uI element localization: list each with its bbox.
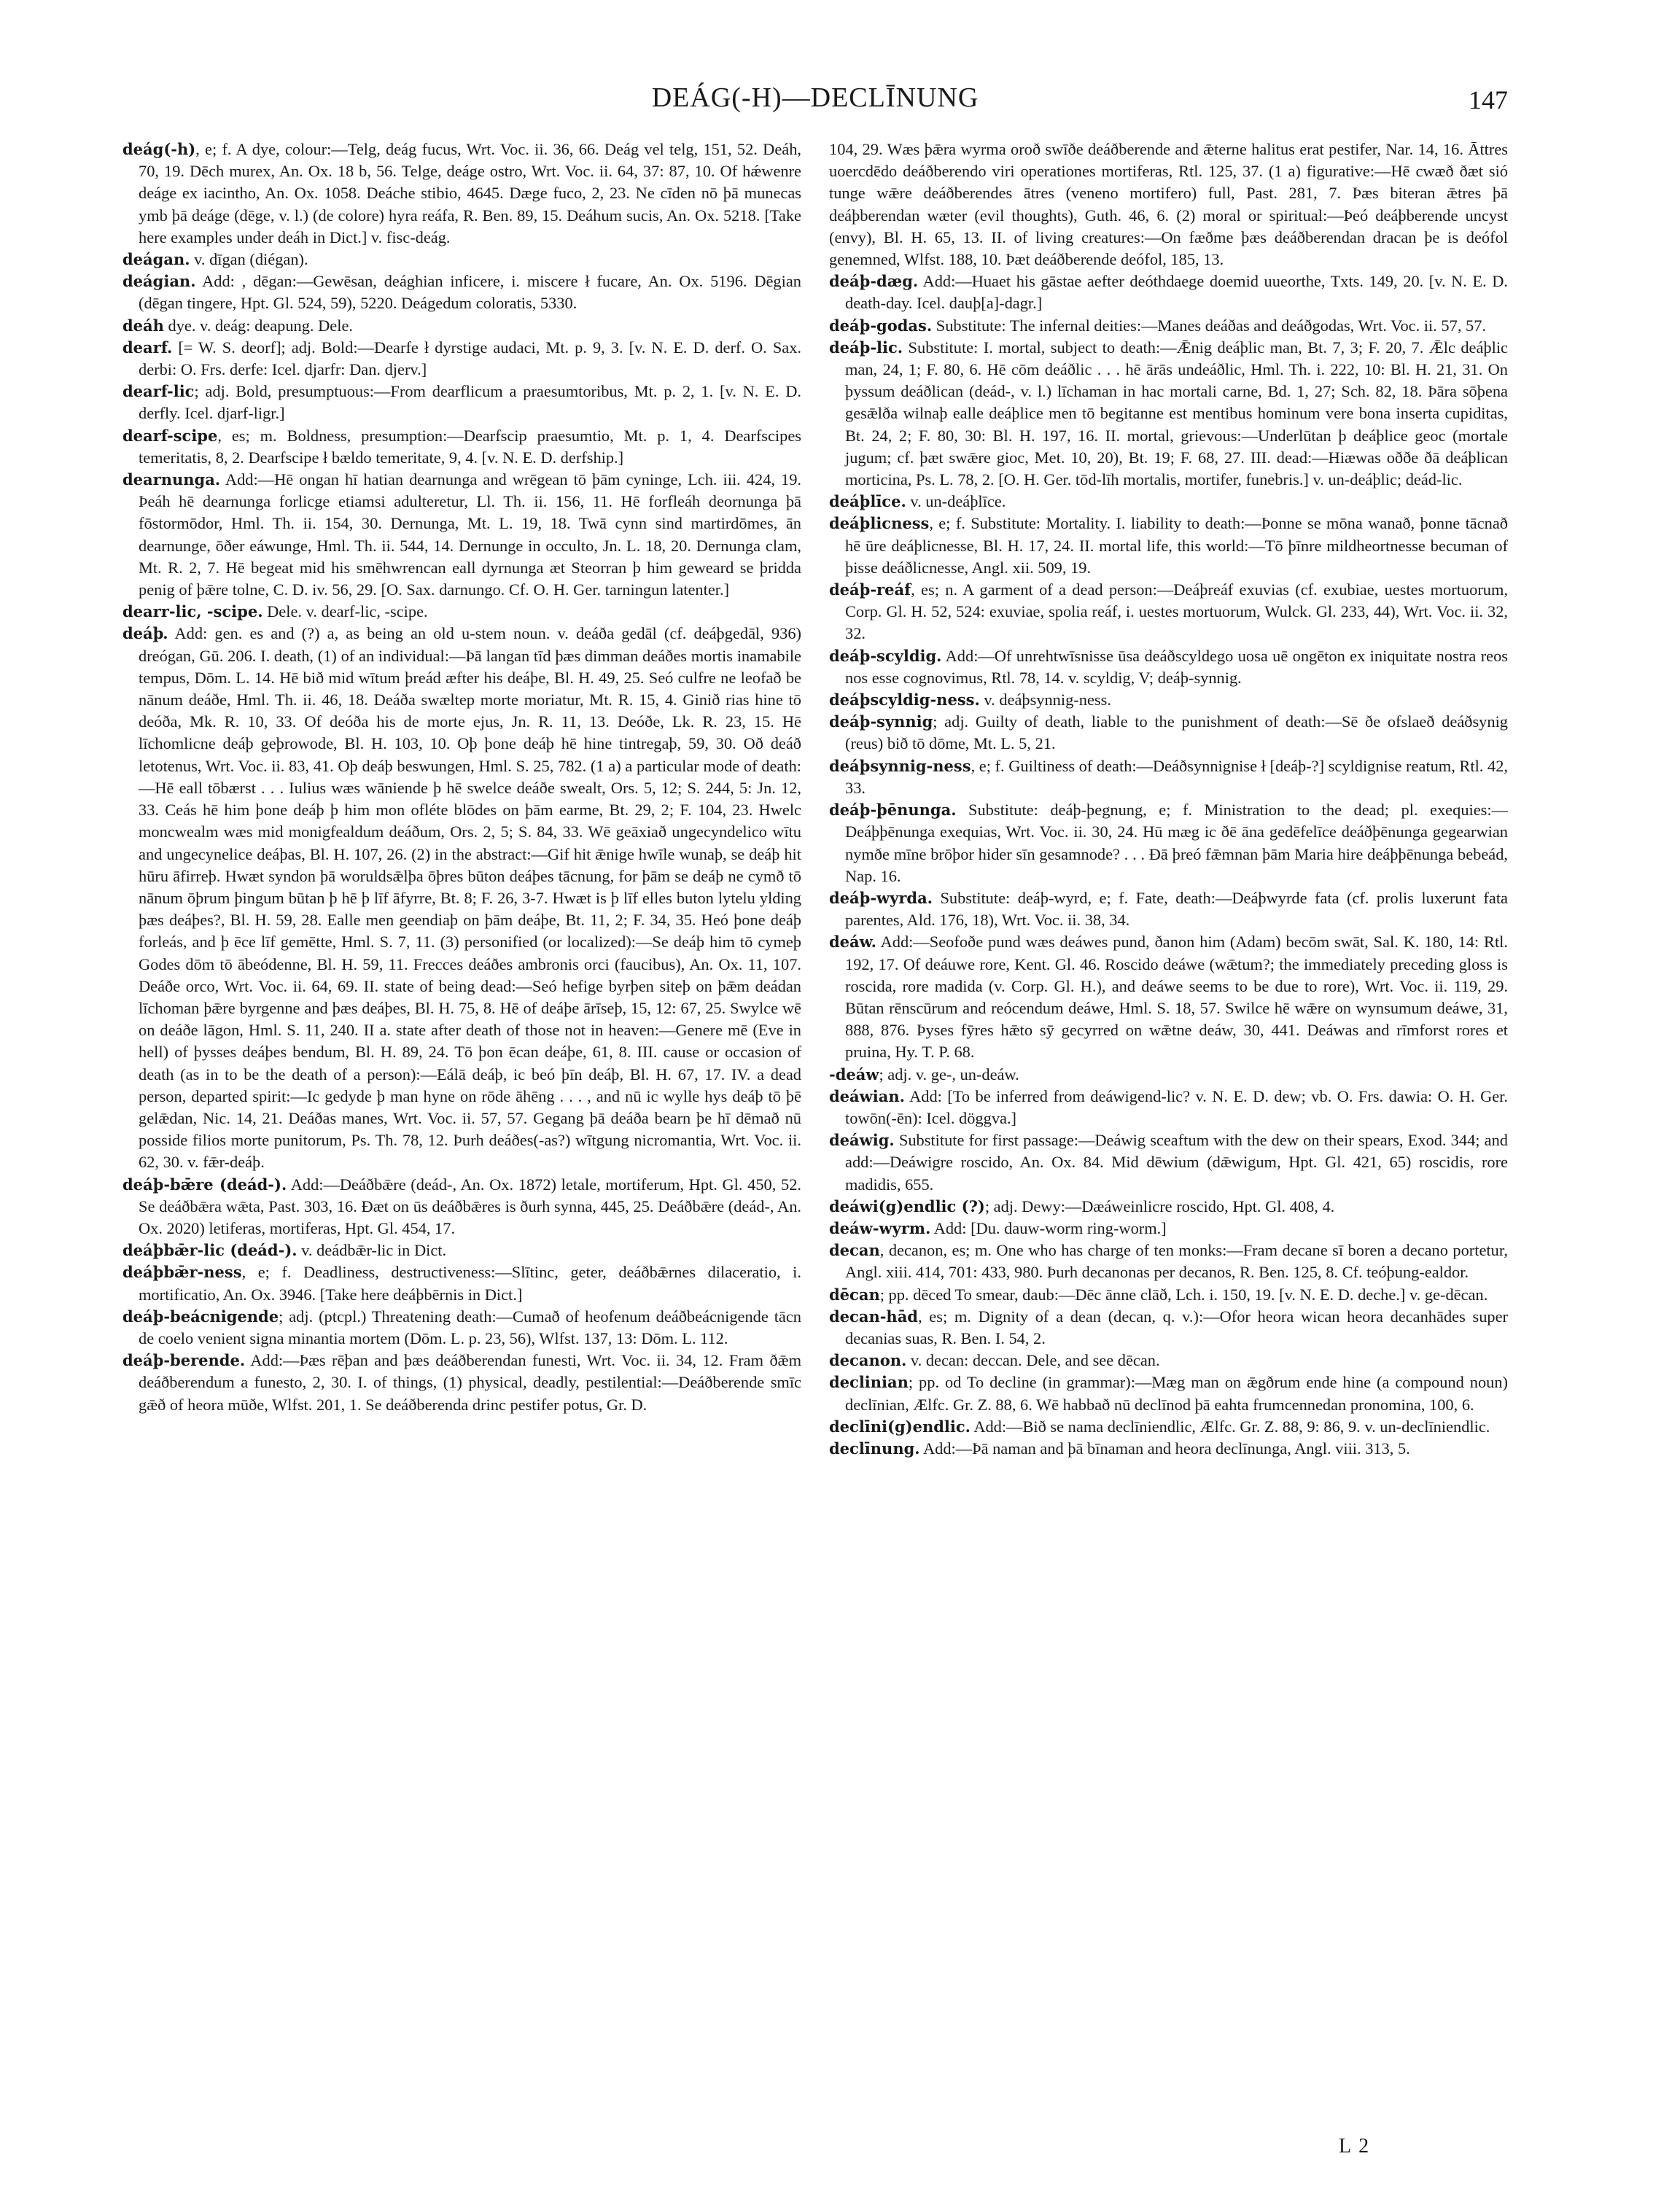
entry-body: Add:—Þā naman and þā bīnaman and heora declīnunga, Angl. viii. 313, 5.: [919, 1439, 1410, 1458]
entry-headword: deáw-wyrm.: [829, 1218, 931, 1237]
dictionary-entry: [122, 623, 801, 1173]
running-head: DEÁG(-H)—DECLĪNUNG: [651, 82, 979, 113]
entry-headword: deáþ-þēnunga.: [829, 801, 957, 820]
entry-body: , es; m. Dignity of a dean (decan, q. v.):—Ofor heora wican heora decanhādes super decanias suas, R. Ben. I. 54, 2.: [845, 1307, 1508, 1347]
entry-body: v. decan: deccan. Dele, and see dēcan.: [906, 1351, 1160, 1370]
entry-body: [= W. S. deorf]; adj. Bold:—Dearfe ł dyrstige audaci, Mt. p. 9, 3. [v. N. E. D. derf. O. Sax. derbi: O. Frs. derfe: Icel. djarfr: Dan. djerv.]: [139, 338, 801, 379]
entry-body: , e; f. Guiltiness of death:—Deáðsynnignise ł [deáþ-?] scyldignise reatum, Rtl. 42, 33.: [845, 756, 1508, 797]
entry-headword: deágian.: [122, 272, 196, 291]
dictionary-entry: [829, 337, 1508, 491]
dictionary-entry: [829, 491, 1508, 513]
entry-body: Add:—Of unrehtwīsnisse ūsa deáðscyldego uosa uē ongēton ex iniquitate nostra reos nos esse cognovimus, Rtl. 78, 14. v. scyldig, V; deáþ-synnig.: [845, 646, 1508, 687]
dictionary-entry: [829, 139, 1508, 271]
dictionary-entry: [122, 601, 801, 623]
entry-body: Add: [To be inferred from deáwigend-lic? v. N. E. D. dew; vb. O. Frs. dawia: O. H. Ger. towōn(-ēn): Icel. döggva.]: [845, 1086, 1508, 1127]
dictionary-entry: [122, 1261, 801, 1305]
entry-body: , e; f. Deadliness, destructiveness:—Slītinc, geter, deáðbǣrnes dilaceratio, i. mortificatio, An. Ox. 3946. [Take here deáþbērnis in Dict.]: [139, 1263, 801, 1304]
dictionary-entry: [122, 337, 801, 381]
entry-body: , es; m. Boldness, presumption:—Dearfscip praesumtio, Mt. p. 1, 4. Dearfscipes temeritatis, 8, 2. Dearfscipe ł bældo temeritate, 9, 4. [v. N. E. D. derfship.]: [139, 426, 801, 467]
left-column: [122, 139, 801, 2151]
dictionary-entry: [829, 711, 1508, 755]
dictionary-entry: [829, 1196, 1508, 1218]
entry-body: Add: , dēgan:—Gewēsan, deághian inficere, i. miscere ł fucare, An. Ox. 5196. Dēgian (dēgan tingere, Hpt. Gl. 524, 59), 5220. Deágedum coloratis, 5330.: [139, 272, 801, 313]
entry-headword: dearf-scipe: [122, 426, 218, 445]
entry-body: v. un-deáþlīce.: [906, 492, 1006, 511]
dictionary-entry: [122, 469, 801, 601]
entry-body: ; adj. v. ge-, un-deáw.: [879, 1065, 1019, 1084]
page-number: 147: [1469, 85, 1508, 114]
entry-body: , es; n. A garment of a dead person:—Deáþreáf exuvias (cf. exubiae, uestes mortuorum, Corp. Gl. H. 52, 524: exuviae, spolia reáf, i. uestes mortuorum, Wulck. Gl. 233, 44), Wrt. Voc. ii. 32, 32.: [845, 580, 1508, 643]
entry-headword: -deáw: [829, 1065, 879, 1084]
dictionary-entry: [829, 1218, 1508, 1240]
entry-headword: dearf.: [122, 338, 173, 357]
entry-headword: deáwi(g)endlic (?): [829, 1197, 985, 1215]
entry-headword: deágan.: [122, 250, 190, 269]
printer-signature: L 2: [1339, 2135, 1371, 2158]
dictionary-entry: [829, 1306, 1508, 1350]
entry-body: ; adj. (ptcpl.) Threatening death:—Cumað of heofenum deáðbeácnigende tācn de coelo venient signa minantia mortem (Dōm. L. p. 23, 56), Wlfst. 137, 13: Dōm. L. 112.: [139, 1307, 801, 1347]
entry-body: Substitute: The infernal deities:—Manes deáðas and deáðgodas, Wrt. Voc. ii. 57, 57.: [932, 316, 1486, 335]
entry-body: Add:—Deáðbǣre (deád-, An. Ox. 1872) letale, mortiferum, Hpt. Gl. 450, 52. Se deáðbǣra wǣta, Past. 303, 16. Ðæt on ūs deáðbǣres is ðurh synna, 445, 25. Deáðbǣre (deád-, An. Ox. 2020) letiferas, mortiferas, Hpt. Gl. 454, 17.: [139, 1175, 801, 1237]
dictionary-columns: [122, 139, 1508, 2151]
entry-body: Add:—Seofoðe pund wæs deáwes pund, ðanon him (Adam) becōm swāt, Sal. K. 180, 14: Rtl. 192, 17. Of deáuwe rore, Kent. Gl. 46. Roscido deáwe (wǣtum?; the immediately preceding gloss is roscida, rore madida (v. Corp. Gl. H.), and deáwe seems to be due to rore), Wrt. Voc. ii. 119, 29. Būtan rēnscūrum and reócendum deáwe, Hml. S. 18, 57. Swilce hē wǣre on wynsumum deáwe, 31, 888, 876. Þyses fȳres hǣto sȳ gecyrred on wǣtne deáw, 30, 441. Deáwas and rīmforst rores et pruina, Hy. T. P. 68.: [845, 933, 1508, 1062]
dictionary-entry: [829, 271, 1508, 314]
entry-body: ; adj. Bold, presumptuous:—From dearflicum a praesumtoribus, Mt. p. 2, 1. [v. N. E. D. derfly. Icel. djarf-ligr.]: [139, 382, 801, 423]
entry-headword: deáþlicness: [829, 514, 930, 533]
entry-headword: deáh: [122, 316, 164, 335]
entry-headword: deáþ-lic.: [829, 338, 903, 357]
entry-headword: deáþscyldig-ness.: [829, 690, 980, 709]
dictionary-entry: [829, 1129, 1508, 1196]
entry-body: Substitute: deáþ-wyrd, e; f. Fate, death:—Deáþwyrde fata (cf. prolis luxerunt fata parentes, Ald. 176, 18), Wrt. Voc. ii. 38, 34.: [845, 888, 1508, 930]
dictionary-entry: [829, 799, 1508, 887]
entry-body: Add: [Du. dauw-worm ring-worm.]: [930, 1218, 1167, 1237]
entry-headword: decan-hād: [829, 1307, 918, 1326]
dictionary-entry: [829, 689, 1508, 711]
entry-body: v. dīgan (diégan).: [190, 250, 308, 269]
dictionary-entry: [122, 381, 801, 424]
dictionary-entry: [122, 1350, 801, 1416]
entry-headword: deág(-h): [122, 140, 196, 158]
entry-body: Substitute: deáþ-þegnung, e; f. Ministration to the dead; pl. exequies:—Deáþþēnunga exequias, Wrt. Voc. ii. 30, 24. Hū mæg ic ðē āna gedēfelīce deáðþēnunga gegearwian nymðe mīne brōþor hider sīn gesamnode? . . . Ðā þreó fǣmnan þām Maria hire deáþþēnunga bebeád, Nap. 16.: [845, 801, 1508, 885]
entry-headword: deáþ-scyldig.: [829, 646, 942, 665]
entry-body: Add:—Bið se nama declīniendlic, Ælfc. Gr. Z. 88, 9: 86, 9. v. un-declīniendlic.: [970, 1417, 1490, 1436]
entry-headword: deáþ-bǣre (deád-).: [122, 1175, 287, 1194]
entry-headword: dearnunga.: [122, 470, 221, 489]
dictionary-entry: [829, 579, 1508, 645]
dictionary-entry: [829, 1284, 1508, 1306]
entry-headword: deáwian.: [829, 1086, 905, 1105]
dictionary-entry: [829, 645, 1508, 689]
dictionary-entry: [122, 1174, 801, 1240]
entry-headword: declīni(g)endlic.: [829, 1417, 971, 1436]
entry-headword: deáþ-reáf: [829, 580, 911, 599]
entry-headword: declinian: [829, 1373, 909, 1392]
entry-headword: declīnung.: [829, 1439, 920, 1458]
entry-headword: deáwig.: [829, 1131, 895, 1150]
entry-body: Add: gen. es and (?) a, as being an old u-stem noun. v. deáða gedāl (cf. deáþgedāl, 936) dreógan, Gū. 206. I. death, (1) of an individual:—Þā langan tīd þæs dimman deáðes mortis inamabile tempus, Dōm. L. 14. Hē bið mid wītum þreád æfter his deáþe, Bl. H. 49, 25. Seó culfre ne leofað be nānum deáðe, Hml. Th. ii. 46, 18. Deáða swæltep morte moriatur, Mt. R. 15, 4. Ginið rias hine tō deóða, Mk. R. 10, 33. Of deóða his de morte ejus, Jn. R. 11, 13. Deóðe, Lk. R. 23, 15. Hē līchomlicne deáþ geþrowode, Bl. H. 103, 10. Oþ þone deáþ hē hine tintregaþ, 59, 30. Oð deáð letotenus, Wrt. Voc. ii. 83, 41. Oþ deáþ beswungen, Hml. S. 25, 782. (1 a) a particular mode of death:—Hē eall tōbærst . . . Iulius wæs wāniende þ hē swelce deáðe swealt, Ors. 5, 12; S. 244, 5: Jn. 12, 33. Ceás hē him þone deáþ þ him mon ofléte blōdes on þām earme, Bt. 29, 2; F. 104, 23. Hwelc moncwealm wæs mid monigfealdum deáðum, Ors. 2, 5; S. 84, 33. Wē geāxiað ungecyndelico wītu and ungecynelice deáþas, Bl. H. 107, 26. (2) in the abstract:—Gif hit ǣnige hwīle wunaþ, se deáþ hit hūru āfirreþ. Hwæt syndon þā woruldsǣlþa ōþres būton deáþes tācnung, for þām se deáþ ne cymð tō nānum ōþrum þingum būtan þ hē þ līf āfyrre, Bt. 8; F. 26, 3-7. Hwæt is þ līf elles buton lytelu ylding þæs deáþes?, Bl. H. 59, 28. Ealle men geendiaþ on þām deáþe, Bt. 11, 2; F. 34, 35. Heó þone deáþ forleás, and þ ēce līf gemētte, Hml. S. 7, 11. (3) personified (or localized):—Se deáþ him tō cymeþ Godes dōm tō ābeódenne, Bl. H. 59, 11. Frecces deáðes ambronis orci (faucibus), An. Ox. 11, 107. Deáðe orco, Wrt. Voc. ii. 64, 69. II. state of being dead:—Seó hefige byrþen siteþ on þǣm deádan līchoman þǣre byrgenne and þæs deáþes, Bl. H. 75, 8. Hē of deáþe ārīseþ, 15, 12: 67, 25. Swylce wē on deáðe lāgon, Hml. S. 11, 240. II a. state after death of those not in heaven:—Genere mē (Eve in hell) of þysses deáþes bendum, Bl. H. 89, 24. Tō þon ēcan deáþe, 61, 8. III. cause or occasion of death (as in to be the death of a person):—Eálā deáþ, ic beó þīn deáþ, Bl. H. 67, 17. IV. a dead person, departed spirit:—Ic gedyde þ man hyne on rōde āhēng . . . , and nū ic wylle hys deáþ tō þē gelǣdan, Nic. 14, 21. Deáðas manes, Wrt. Voc. ii. 57, 57. Gegang þā deáða bearn þe hī dēmað nū posside filios morte punitorum, Ps. Th. 78, 12. Þurh deáðes(-as?) wītgung nicromantia, Wrt. Voc. ii. 62, 30. v. fǣr-deáþ.: [139, 624, 801, 1172]
entry-headword: deáw.: [829, 933, 876, 952]
entry-headword: dearr-lic, -scipe.: [122, 602, 263, 621]
entry-body: dye. v. deág: deapung. Dele.: [163, 316, 353, 335]
entry-headword: dēcan: [829, 1285, 880, 1304]
dictionary-entry: [122, 315, 801, 337]
dictionary-entry: [829, 1372, 1508, 1415]
dictionary-entry: [122, 249, 801, 271]
page-header: [122, 82, 1508, 125]
dictionary-entry: [829, 755, 1508, 799]
entry-headword: decanon.: [829, 1351, 907, 1370]
dictionary-entry: [122, 425, 801, 469]
entry-body: Substitute for first passage:—Deáwig sceaftum with the dew on their spears, Exod. 344; and add:—Deáwigre roscido, An. Ox. 84. Mid dēwium (dǣwigum, Hpt. Gl. 421, 65) roscidis, rore madidis, 655.: [845, 1131, 1508, 1194]
dictionary-entry: [829, 1064, 1508, 1086]
entry-body: 104, 29. Wæs þǣra wyrma oroð swīðe deáðberende and ǣterne halitus erat pestifer, Nar. 14, 16. Āttres uoercdēdo deáðberendo viri operationes mortiferas, Rtl. 125, 37. (1 a) figurative:—Hē cwæð ðæt sió tunge wǣre deáðberendes ātres (veneno mortifero) full, Past. 281, 7. Þæs biteran ǣtres þā deáþberendan wæter (evil thoughts), Guth. 46, 6. (2) moral or spiritual:—Þeó deáþberende uncyst (envy), Bl. H. 65, 13. II. of living creatures:—On fæðme þæs deáðberendan dracan þe is deófol genemned, Wlfst. 188, 10. Þæt deáðberende deófol, 185, 13.: [829, 140, 1508, 269]
entry-headword: deáþ-dæg.: [829, 272, 919, 291]
dictionary-entry: [122, 1306, 801, 1350]
entry-body: ; adj. Guilty of death, liable to the punishment of death:—Sē ðe ofslaeð deáðsynig (reus) bið tō dōme, Mt. L. 5, 21.: [845, 712, 1508, 753]
dictionary-entry: [829, 1240, 1508, 1283]
entry-body: ; pp. dēced To smear, daub:—Dēc ānne clāð, Lch. i. 150, 19. [v. N. E. D. deche.] v. ge-dēcan.: [879, 1285, 1488, 1304]
entry-headword: deáþ-wyrda.: [829, 888, 933, 907]
entry-headword: deáþlīce.: [829, 492, 906, 511]
dictionary-entry: [122, 139, 801, 249]
dictionary-entry: [829, 1416, 1508, 1438]
right-column: [829, 139, 1508, 2151]
entry-headword: deáþbǣr-lic (deád-).: [122, 1241, 298, 1260]
entry-body: Add:—Hē ongan hī hatian dearnunga and wrēgean tō þām cyninge, Lch. iii. 424, 19. Þeáh hē dearnunga forlicge etiamsi adulteretur, Ll. Th. ii. 156, 11. Hē forfleáh deornunga þā fōstormōdor, Hml. Th. ii. 154, 30. Dernunga, Mt. L. 19, 18. Twā cynn sind martirdōmes, ān dearnunge, ōðer eáwunge, Hml. Th. ii. 544, 14. Dernunge in occulto, Jn. L. 18, 20. Dernunga clam, Mt. R. 2, 7. Hē begeat mid his smēhwrencan eall dyrnunga æt Steorran þ him geweard se þridda penig of þǣre tolne, C. D. iv. 56, 29. [O. Sax. darnungo. Cf. O. H. Ger. tarningun latenter.]: [139, 470, 801, 599]
entry-body: ; adj. Dewy:—Dæáweinlicre roscido, Hpt. Gl. 408, 4.: [984, 1197, 1335, 1215]
dictionary-entry: [829, 513, 1508, 579]
entry-body: ; pp. od To decline (in grammar):—Mæg man on ǣgðrum ende hine (a compound noun) declīnian, Ælfc. Gr. Z. 88, 6. Wē habbað nū declīnod þā eahta frumcennedan pronomina, 100, 6.: [845, 1373, 1508, 1414]
dictionary-entry: [829, 1086, 1508, 1129]
entry-headword: deáþ-berende.: [122, 1351, 246, 1370]
entry-body: v. deáþsynnig-ness.: [979, 690, 1111, 709]
entry-headword: deáþ-synnig: [829, 712, 933, 731]
entry-body: , e; f. A dye, colour:—Telg, deág fucus, Wrt. Voc. ii. 36, 66. Deág vel telg, 151, 52. Deáh, 70, 19. Dēch murex, An. Ox. 18 b, 56. Telge, deáge ostro, Wrt. Voc. ii. 64, 37: 87, 10. Of hǽwenre deáge ex iacintho, An. Ox. 1058. Deáche stibio, 4645. Dæge fuco, 2, 23. Ne cīden nō þā munecas ymb þā deáge (dēge, v. l.) (de colore) hyra reáfa, R. Ben. 89, 15. Deáhum sucis, An. Ox. 5218. [Take here examples under deáh in Dict.] v. fisc-deág.: [139, 140, 801, 246]
entry-headword: dearf-lic: [122, 382, 195, 401]
dictionary-entry: [122, 1240, 801, 1261]
dictionary-entry: [122, 271, 801, 314]
entry-body: Add:—Huaet his gāstae aefter deóthdaege doemid uueorthe, Txts. 149, 20. [v. N. E. D. death-day. Icel. dauþ[a]-dagr.]: [845, 272, 1508, 313]
entry-body: Dele. v. dearf-lic, -scipe.: [262, 602, 428, 621]
dictionary-entry: [829, 315, 1508, 337]
entry-headword: deáþsynnig-ness: [829, 756, 971, 775]
entry-headword: deáþ.: [122, 624, 168, 643]
entry-body: Substitute: I. mortal, subject to death:—Ǣnig deáþlic man, Bt. 7, 3; F. 20, 7. Ǣlc deáþlic man, 24, 1; F. 80, 6. Hē cōm deáðlic . . . hē ārās undeáðlic, Hml. Th. i. 222, 10: Bl. H. 21, 31. On þyssum deáðlican (deád-, v. l.) līchaman in hac mortali carne, Bd. 1, 27; Sch. 82, 18. Þāra sōþena gesǣlða wilnaþ ealle deáþlice men tō begitanne est mentibus hominum vere bona inserta cupiditas, Bt. 24, 2; F. 80, 30: Bl. H. 197, 16. II. mortal, grievous:—Underlūtan þ deáþlice geoc (mortale jugum; cf. þæt swǣre gioc, Met. 10, 20), Bt. 19; F. 68, 27. III. dead:—Hiæwas oððe ðā deáþlican morticina, Ps. L. 78, 2. [O. H. Ger. tōd-līh mortalis, mortifer, funebris.] v. un-deáþlic; deád-lic.: [845, 338, 1508, 489]
entry-body: v. deádbǣr-lic in Dict.: [297, 1241, 447, 1260]
entry-headword: deáþ-beácnigende: [122, 1307, 279, 1326]
entry-headword: deáþ-godas.: [829, 316, 933, 335]
entry-body: , decanon, es; m. One who has charge of ten monks:—Fram decane sī boren a decano portetur, Angl. xiii. 414, 701: 433, 980. Þurh decanonas per decanos, R. Ben. 125, 8. Cf. teóþung-ealdor.: [845, 1241, 1508, 1282]
dictionary-entry: [829, 931, 1508, 1063]
entry-headword: deáþbǣr-ness: [122, 1263, 242, 1282]
entry-headword: decan: [829, 1241, 880, 1260]
dictionary-entry: [829, 1350, 1508, 1372]
dictionary-entry: [829, 1438, 1508, 1460]
dictionary-entry: [829, 887, 1508, 931]
entry-body: Add:—Þæs rēþan and þæs deáðberendan funesti, Wrt. Voc. ii. 34, 12. Fram ðǣm deáðberendum a funesto, 2, 30. I. of things, (1) physical, deadly, pestilential:—Deáðberende smīc gǣð of heora mūðe, Wlfst. 201, 1. Se deáðberenda drinc pestifer potus, Gr. D.: [139, 1351, 801, 1414]
entry-body: , e; f. Substitute: Mortality. I. liability to death:—Þonne se mōna wanað, þonne tācnað hē ūre deáþlicnesse, Bl. H. 17, 24. II. mortal life, this world:—Tō þīnre mildheortnesse becuman of þisse deáðlicnesse, Angl. xii. 509, 19.: [845, 514, 1508, 577]
